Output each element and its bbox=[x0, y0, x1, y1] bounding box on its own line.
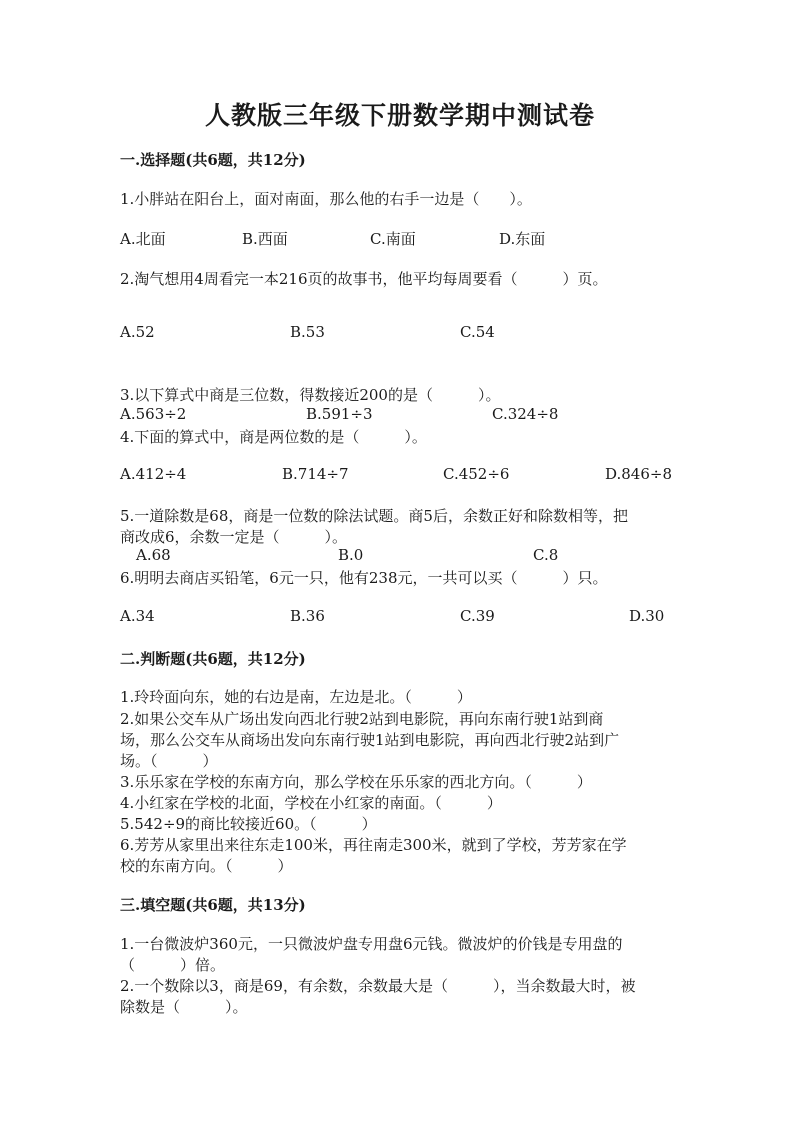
option-a: A.52 bbox=[120, 323, 155, 341]
option-c: C.8 bbox=[533, 546, 559, 564]
question-text: （ ）倍。 bbox=[120, 956, 226, 974]
question-text: 除数是（ ）。 bbox=[120, 998, 248, 1016]
option-d: D.东面 bbox=[499, 230, 546, 248]
question-text: 2.一个数除以3，商是69，有余数，余数最大是（ ），当余数最大时，被 bbox=[120, 977, 636, 995]
question-text: 5.一道除数是68，商是一位数的除法试题。商5后，余数正好和除数相等，把 bbox=[120, 507, 628, 525]
option-c: C.324÷8 bbox=[492, 405, 559, 423]
question-text: 2.如果公交车从广场出发向西北行驶2站到电影院，再向东南行驶1站到商 bbox=[120, 710, 604, 728]
option-a: A.34 bbox=[120, 607, 155, 625]
question-text: 1.一台微波炉360元，一只微波炉盘专用盘6元钱。微波炉的价钱是专用盘的 bbox=[120, 935, 623, 953]
question-text: 2.淘气想用4周看完一本216页的故事书，他平均每周要看（ ）页。 bbox=[120, 270, 608, 288]
option-c: C.39 bbox=[460, 607, 495, 625]
section-heading-choice: 一.选择题(共6题，共12分) bbox=[120, 151, 306, 169]
section-heading-fill-in: 三.填空题(共6题，共13分) bbox=[120, 896, 306, 914]
option-c: C.南面 bbox=[370, 230, 416, 248]
question-text: 6.芳芳从家里出来往东走100米，再往南走300米，就到了学校，芳芳家在学 bbox=[120, 836, 627, 854]
question-text: 4.下面的算式中，商是两位数的是（ ）。 bbox=[120, 428, 427, 446]
question-text: 校的东南方向。（ ） bbox=[120, 857, 293, 875]
section-heading-judgment: 二.判断题(共6题，共12分) bbox=[120, 650, 306, 668]
question-text: 3.乐乐家在学校的东南方向，那么学校在乐乐家的西北方向。（ ） bbox=[120, 773, 592, 791]
option-b: B.36 bbox=[290, 607, 325, 625]
option-b: B.西面 bbox=[242, 230, 288, 248]
option-a: A.563÷2 bbox=[120, 405, 187, 423]
option-b: B.0 bbox=[338, 546, 364, 564]
option-d: D.846÷8 bbox=[605, 465, 673, 483]
question-text: 5.542÷9的商比较接近60。（ ） bbox=[120, 815, 377, 833]
question-text: 3.以下算式中商是三位数，得数接近200的是（ ）。 bbox=[120, 386, 501, 404]
page-title: 人教版三年级下册数学期中测试卷 bbox=[204, 101, 595, 130]
option-b: B.591÷3 bbox=[306, 405, 373, 423]
option-a: A.68 bbox=[136, 546, 171, 564]
question-text: 6.明明去商店买铅笔，6元一只，他有238元，一共可以买（ ）只。 bbox=[120, 569, 608, 587]
question-text: 1.小胖站在阳台上，面对南面，那么他的右手一边是（ ）。 bbox=[120, 190, 532, 208]
option-b: B.53 bbox=[290, 323, 325, 341]
option-a: A.412÷4 bbox=[120, 465, 187, 483]
question-text: 4.小红家在学校的北面，学校在小红家的南面。（ ） bbox=[120, 794, 502, 812]
option-c: C.54 bbox=[460, 323, 495, 341]
option-c: C.452÷6 bbox=[443, 465, 510, 483]
option-b: B.714÷7 bbox=[282, 465, 349, 483]
question-text: 商改成6，余数一定是（ ）。 bbox=[120, 528, 348, 546]
option-a: A.北面 bbox=[120, 230, 166, 248]
question-text: 场。（ ） bbox=[120, 752, 218, 770]
option-d: D.30 bbox=[629, 607, 665, 625]
question-text: 场，那么公交车从商场出发向东南行驶1站到电影院，再向西北行驶2站到广 bbox=[120, 731, 620, 749]
question-text: 1.玲玲面向东，她的右边是南，左边是北。（ ） bbox=[120, 688, 472, 706]
